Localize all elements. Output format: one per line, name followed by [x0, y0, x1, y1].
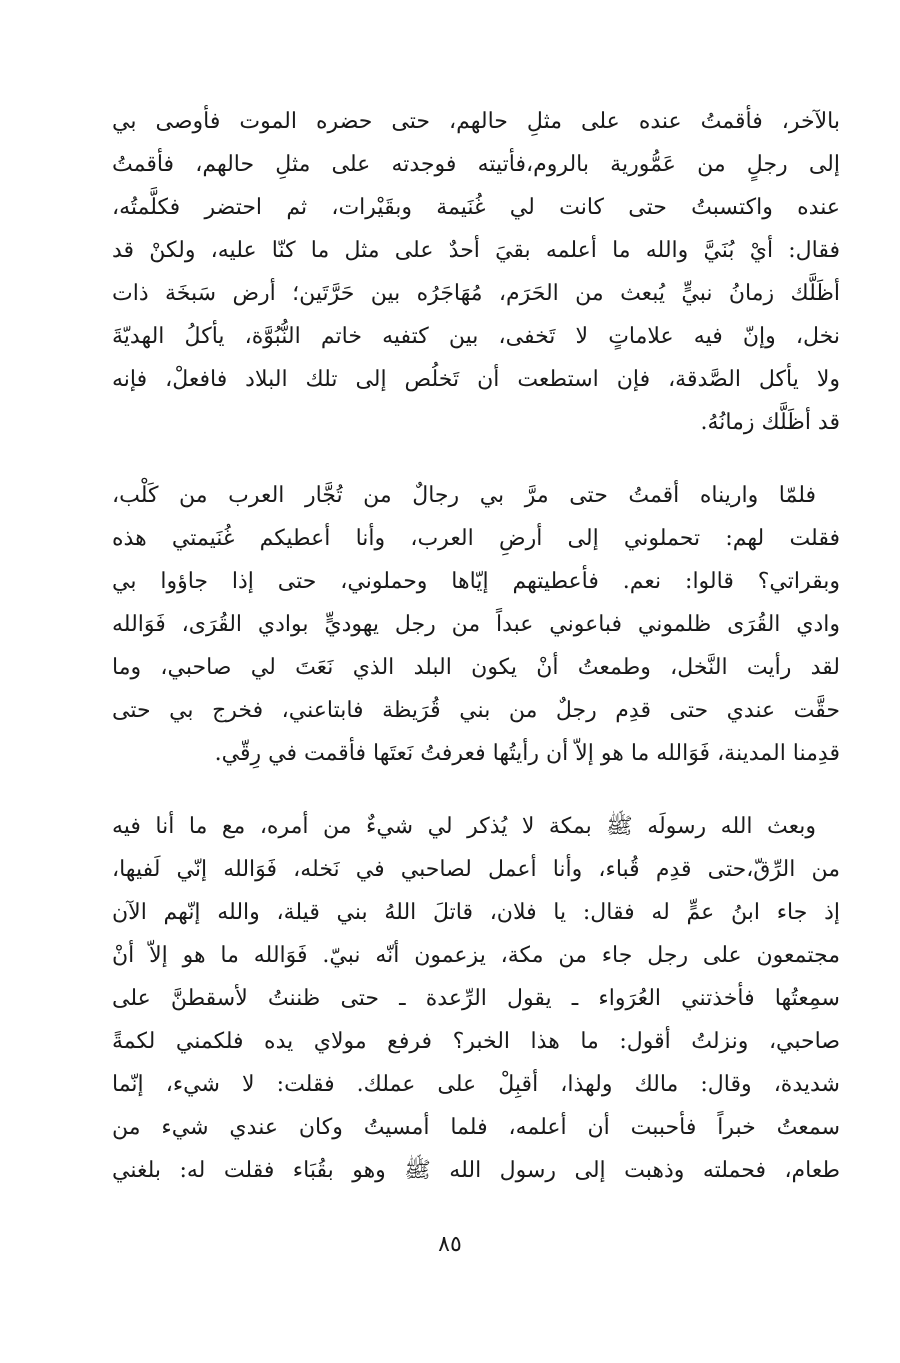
text-line: شديدة، وقال: مالك ولهذا، أقبِلْ على عملك. فقلت: لا شيء، إنّما [112, 1072, 840, 1097]
paragraph [112, 100, 840, 444]
text-line: سمِعتُها فأخذتني العُرَواء ـ يقول الرِّعدة ـ حتى ظننتُ لأسقطنَّ على [112, 986, 840, 1011]
text-line: إلى رجلٍ من عَمُّورية بالروم،فأتيته فوجدته على مثلِ حالهم، فأقمتُ [112, 152, 840, 177]
text-line: بالآخر، فأقمتُ عنده على مثلِ حالهم، حتى حضره الموت فأوصى بي [112, 109, 840, 134]
text-line: سمعتُ خبراً فأحببت أن أعلمه، فلما أمسيتُ وكان عندي شيء من [112, 1115, 840, 1140]
text-line: عنده واكتسبتُ حتى كانت لي غُنَيمة وبقَيْرات، ثم احتضر فكلَّمتُه، [112, 195, 840, 220]
text-line: ولا يأكل الصَّدقة، فإن استطعت أن تَخلُص إلى تلك البلاد فافعلْ، فإنه [112, 367, 840, 392]
text-line: مجتمعون على رجل جاء من مكة، يزعمون أنّه نبيّ. فَوَالله ما هو إلاّ أنْ [112, 943, 840, 968]
text-line: فلمّا واريناه أقمتُ حتى مرَّ بي رجالٌ من تُجَّار العرب من كَلْب، [112, 483, 816, 508]
paragraph [112, 805, 840, 1192]
text-line: وبقراتي؟ قالوا: نعم. فأعطيتهم إيّاها وحملوني، حتى إذا جاؤوا بي [112, 569, 840, 594]
text-line: وادي القُرَى ظلموني فباعوني عبداً من رجل يهوديٍّ بوادي القُرَى، فَوَالله [112, 612, 840, 637]
text-line: طعام، فحملته وذهبت إلى رسول الله ﷺ وهو بقُبَاء فقلت له: بلغني [112, 1158, 840, 1183]
text-line: صاحبي، ونزلتُ أقول: ما هذا الخبر؟ فرفع مولاي يده فلكمني لكمةً [112, 1029, 840, 1054]
page-number: ٨٥ [438, 1232, 462, 1257]
text-line: لقد رأيت النَّخل، وطمعتُ أنْ يكون البلد الذي نَعَتَ لي صاحبي، وما [112, 655, 840, 680]
paragraph [112, 474, 840, 775]
text-line: نخل، وإنّ فيه علاماتٍ لا تَخفى، بين كتفيه خاتم النُّبُوَّة، يأكلُ الهديّةَ [112, 324, 840, 349]
text-line: وبعث الله رسولَه ﷺ بمكة لا يُذكر لي شيءٌ من أمره، مع ما أنا فيه [112, 814, 816, 839]
text-line: قدِمنا المدينة، فَوَالله ما هو إلاّ أن رأيتُها فعرفتُ نَعتَها فأقمت في رِقّي. [214, 741, 840, 766]
text-line: إذ جاء ابنُ عمٍّ له فقال: يا فلان، قاتلَ اللهُ بني قيلة، والله إنّهم الآن [112, 900, 840, 925]
text-line: فقال: أيْ بُنَيَّ والله ما أعلمه بقيَ أحدٌ على مثل ما كنّا عليه، ولكنْ قد [112, 238, 840, 263]
text-line: فقلت لهم: تحملوني إلى أرضِ العرب، وأنا أعطيكم غُنَيمتي هذه [112, 526, 840, 551]
text-line: من الرِّقّ،حتى قدِم قُباء، وأنا أعمل لصاحبي في نَخله، فَوَالله إنّي لَفيها، [112, 857, 840, 882]
text-line: حقَّت عندي حتى قدِم رجلٌ من بني قُرَيظة فابتاعني، فخرج بي حتى [112, 698, 840, 723]
text-line: قد أظَلَّك زمانُهُ. [700, 410, 840, 435]
text-line: أظَلَّك زمانُ نبيٍّ يُبعث من الحَرَم، مُهَاجَرُه بين حَرَّتَين؛ أرض سَبخَة ذات [112, 281, 840, 306]
